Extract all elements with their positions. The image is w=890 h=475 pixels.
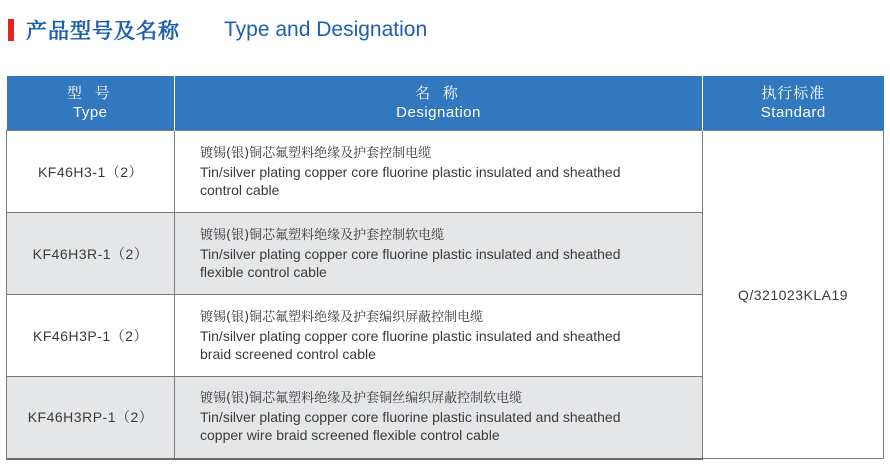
header-standard-cn: 执行标准 (761, 84, 826, 102)
header-standard (703, 76, 884, 131)
header-designation (175, 76, 703, 131)
type-cell: KF46H3P-1（2） (7, 295, 175, 377)
header-type-cn: 型 号 (66, 84, 114, 102)
designation-cell (175, 377, 703, 459)
designation-cn: 镀锡(银)铜芯氟塑料绝缘及护套控制电缆 (200, 145, 432, 161)
type-designation-table (6, 76, 884, 460)
header-designation-cn: 名 称 (415, 84, 462, 102)
designation-en-line1: Tin/silver plating copper core fluorine plastic insulated and sheathed (200, 245, 621, 262)
header-type (7, 76, 175, 131)
header-standard-en: Standard (760, 104, 826, 121)
designation-en-line2: control cable (200, 181, 280, 198)
designation-en-line2: flexible control cable (200, 263, 327, 280)
designation-en-line2: braid screened control cable (200, 345, 376, 362)
designation-cell (175, 131, 703, 213)
type-cell: KF46H3RP-1（2） (7, 377, 175, 459)
section-title-en: Type and Designation (224, 18, 428, 41)
heading-accent-bar (8, 19, 14, 41)
designation-en-line2: copper wire braid screened flexible control cable (200, 427, 500, 444)
designation-en-line1: Tin/silver plating copper core fluorine plastic insulated and sheathed (200, 327, 621, 344)
header-designation-en: Designation (396, 104, 481, 121)
designation-cell (175, 213, 703, 295)
table-header-row (7, 76, 884, 131)
header-type-en: Type (72, 104, 108, 121)
designation-en-line1: Tin/silver plating copper core fluorine plastic insulated and sheathed (200, 409, 621, 426)
section-heading (8, 14, 427, 46)
type-cell: KF46H3-1（2） (7, 131, 175, 213)
section-title-cn: 产品型号及名称 (26, 19, 180, 43)
standard-cell: Q/321023KLA19 (703, 131, 884, 459)
designation-en-line1: Tin/silver plating copper core fluorine plastic insulated and sheathed (200, 163, 621, 180)
designation-cn: 镀锡(银)铜芯氟塑料绝缘及护套控制软电缆 (200, 227, 445, 243)
table-row (7, 131, 884, 213)
designation-cn: 镀锡(银)铜芯氟塑料绝缘及护套编织屏蔽控制电缆 (200, 309, 484, 325)
designation-cell (175, 295, 703, 377)
type-cell: KF46H3R-1（2） (7, 213, 175, 295)
designation-cn: 镀锡(银)铜芯氟塑料绝缘及护套铜丝编织屏蔽控制软电缆 (200, 391, 523, 407)
